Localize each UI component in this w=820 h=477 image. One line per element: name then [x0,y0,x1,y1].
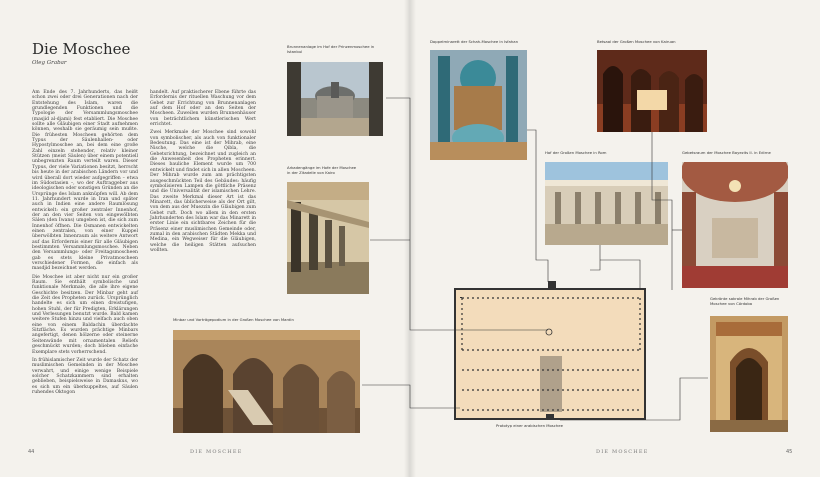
photo-prayer-hall-arches [173,330,360,433]
book-gutter [404,0,416,477]
photo-prayer-hall-kairouan [597,50,707,132]
caption-brunnen: Brunnenanlage im Hof der Prinzenmoschee in Istanbul [287,44,375,54]
paragraph: Die Moschee ist aber nicht nur ein großer Raum. Sie enthält symbolische und funktionale Merkmale, die alle ihre eigene Geschichte besitzen. Der Minbar geht auf die Zeit des Propheten zurück. Ursprünglich handelte es sich um einen dreistufigen, hohen Stuhl, der für Predigten, Erklärungen und Verlesungen benutzt wurde. Bald kamen weitere Stufen hinzu und vielfach auch oben eine von einem Baldachin überdachte Sitzfläche. Es wurden prächtige Minbars angefertigt, denen hölzerne oder steinerne Seitenwände mit ornamentalen Reliefs geschmückt wurden; doch blieben einfache Exemplare stets vorherrschend. [32,274,138,355]
caption-mihrab: Gekrönte sakrale Mihrab der Großen Moschee von Córdoba [710,296,780,306]
caption-doppelminarett: Doppelminarett der Schah-Moschee in Isfahan [430,39,518,44]
chapter-author: Oleg Grabar [32,60,67,66]
caption-arkaden: Arkadengänge im Hofe der Moschee in der Zitadelle von Kairo [287,165,357,175]
paragraph: Am Ende des 7. Jahrhunderts, das heißt schon zwei oder drei Generationen nach der Entstehung des Islam, waren die grundlegenden Funktionen und die Typologie der Versammlungsmoschee (masjid al-djami) fest etabliert. Die Moschee sollte alle Gläubigen einer Stadt aufnehmen können, weshalb sie geräumig sein mußte. Die frühesten Moscheen gehörten dem Typus der Säulenhallen- oder Hypostylmoschee an, bei dem eine große Zahl einzeln stehender, relativ kleiner Stützen (meist Säulen) über einem potentiell unbegrenzten Raum verteilt waren. Dieser Typus, der viele Variationen besitzt, herrscht bis heute in der arabischen Ländern vor und wird überall dort wieder aufgegriffen – etwa im Südostasien –, wo der Auftraggeber aus ideologischen oder sonstigen Gründen an die Ursprünge des Islam anknüpfen will. Ab dem 11. Jahrhundert wurde in Iran und später auch in Indien eine andere Raumlösung entwickelt: ein großer zentraler Innenhof, der an den vier Seiten von eingewölbten Sälen (den Iwans) umgeben ist, die sich zum Innenhof öffnen. Die Osmanen entwickelten einen zentralen, von einer Kuppel überwölbten Innenraum als weitere Antwort auf das Erfordernis einer für alle Gläubigen bestimmten Versammlungsmoschee. Neben den Versammlungs- oder Freitagsmoscheen gab es stets kleine Privatmoscheen verschiedener Formen, die einfach als masdjid bezeichnet werden. [32,90,138,272]
running-head-left: DIE MOSCHEE [190,449,243,455]
photo-twin-minarets [430,50,527,160]
caption-prototyp: Prototyp einer arabischen Moschee [496,423,563,428]
photo-mihrab-cordoba [710,316,788,432]
photo-fountain-courtyard [287,62,383,136]
photo-arcade-corridor [287,182,369,294]
running-head-right: DIE MOSCHEE [596,449,649,455]
photo-prayer-room-edirne [682,162,788,288]
paragraph: handelt. Auf praktischerer Ebene führte das Erfordernis der rituellen Waschung vor dem Gebet zur Errichtung von Brunnenanlagen auf dem Hof oder an den Seiten der Moscheen. Zuweilen wurden Brunnenhäuser von beträchtlichem künstlerischen Wert errichtet. [150,90,256,128]
chapter-title: Die Moschee [32,40,131,58]
body-column-2 [150,90,256,256]
caption-gebetsraum: Gebetsraum der Moschee Bayezits II. in Edirne [682,150,771,155]
paragraph: Zwei Merkmale der Moschee sind sowohl von symbolischer, als auch von funktionaler Bedeutung. Das eine ist der Mihrab, eine Nische, welche die Qibla, die Gebetsrichtung, bezeichnet und zugleich an die Anwesenheit des Propheten erinnert. Dieses bauliche Element wurde um 700 entwickelt und findet sich in allen Moscheen. Der Mihrab wurde zum am prächtigsten ausgeschmückten Teil des Gebäudes: häufig symbolisieren Lampen die göttliche Präsenz und die Universalität der islamischen Lehre. Das zweite Merkmal dieser Art ist das Minarett, das üblicherweise als der Ort gilt, von dem aus der Muezzin die Gläubigen zum Gebet ruft. Doch wo allem in den ersten Jahrhunderten des Islam war das Minarett in erster Linie ein sichtbares Zeichen für die Präsenz einer muslimischen Gemeinde oder, zumal in den arabischen Städten Mekka und Medina, ein Wegweiser für die Gläubigen, welche die heiligen Stätten aufsuchen wollten. [150,130,256,253]
page-number-left: 44 [28,449,35,455]
caption-betsaal: Betsaal der Großen Moschee von Kairuan [597,39,676,44]
photo-courtyard-rome [545,162,668,245]
body-column-1 [32,90,138,398]
paragraph: In frühislamischer Zeit wurde der Schatz der muslimischen Gemeinden in der Moschee verwahrt, und einige wenige Beispiele solcher Schatzkammern sind erhalten geblieben, beispielsweise in Damaskus, wo es sich um ein überkuppeltes, auf Säulen ruhendes Oktogon [32,357,138,395]
caption-hof: Hof der Großen Moschee in Rom [545,150,607,155]
caption-mimbar: Minbar und Vorträgepodium in der Großen Moschee von Mardin [173,317,294,322]
mosque-floor-plan [454,288,646,420]
page-number-right: 45 [786,449,793,455]
